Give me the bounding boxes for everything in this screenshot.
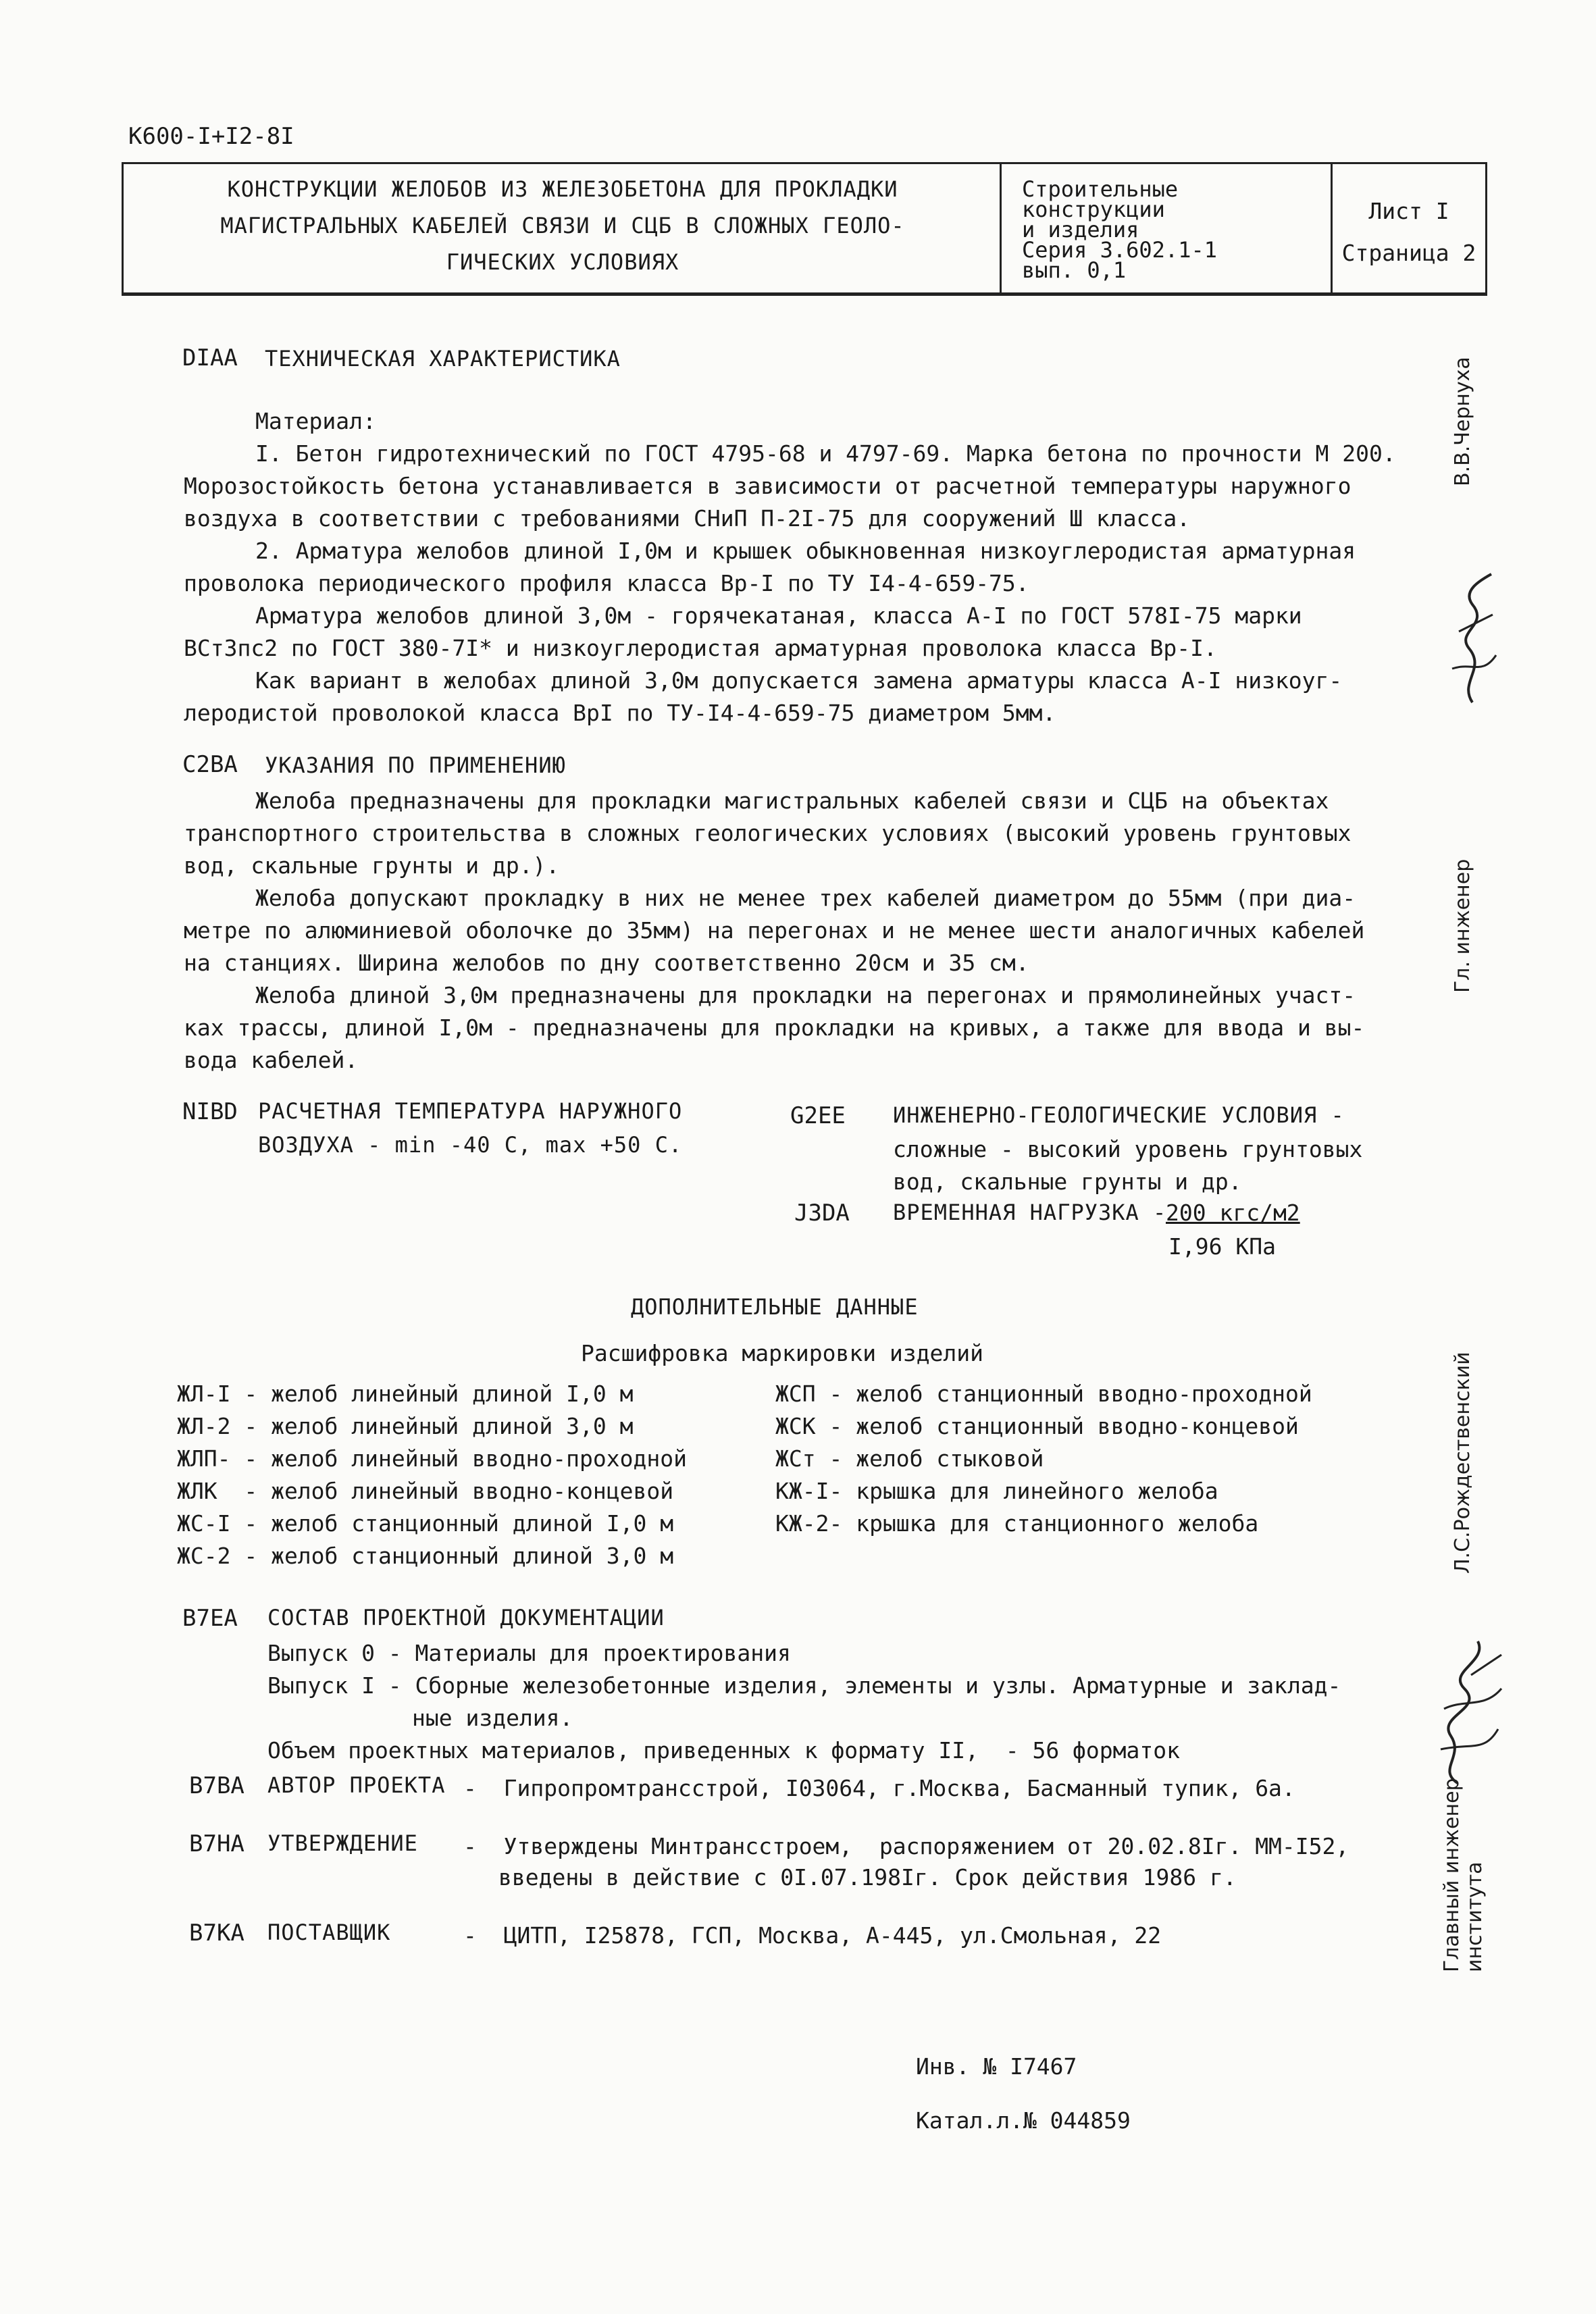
text-line: 2. Арматура желобов длиной I,0м и крышек обыкновенная низкоуглеродистая арматурная [255,538,1356,564]
section-code: NIBD [182,1098,238,1125]
header-table [122,162,1487,296]
marking-right-item: ЖСК - желоб станционный вводно-концевой [775,1413,1299,1439]
section-code: B7BA [189,1772,244,1799]
marking-left-item: ЖЛК - желоб линейный вводно-концевой [177,1478,674,1504]
text-line: леродистой проволокой класса ВрI по ТУ-I4-4-659-75 диаметром 5мм. [184,700,1056,726]
composition-line: Выпуск 0 - Материалы для проектирования [267,1640,791,1666]
text-line: Желоба предназначены для прокладки магистральных кабелей связи и СЦБ на объектах [255,788,1329,814]
sheet-number: Лист I [1368,198,1449,224]
document-code: К600-I+I2-8I [128,123,294,150]
section-heading: УКАЗАНИЯ ПО ПРИМЕНЕНИЮ [265,752,566,778]
text-line: Желоба длиной 3,0м предназначены для прокладки на перегонах и прямолинейных участ- [255,982,1356,1008]
text-line: Арматура желобов длиной 3,0м - горячекатаная, класса А-I по ГОСТ 578I-75 марки [255,602,1302,629]
margin-name-chernukha: В.В.Чернуха [1451,357,1474,486]
marking-right-item: КЖ-2- крышка для станционного желоба [775,1510,1259,1537]
text-line: Как вариант в желобах длиной 3,0м допускается замена арматуры класса А-I низкоуг- [255,667,1343,694]
margin-role-institute-engineer: института [1463,1861,1487,1972]
approval-text: введены в действие с 0I.07.198Iг. Срок действия 1986 г. [498,1864,1237,1891]
signature-1-icon [1432,567,1513,716]
temperature-heading: РАСЧЕТНАЯ ТЕМПЕРАТУРА НАРУЖНОГО [258,1098,683,1124]
geology-heading: ИНЖЕНЕРНО-ГЕОЛОГИЧЕСКИЕ УСЛОВИЯ - [893,1102,1345,1128]
marking-left-item: ЖС-2 - желоб станционный длиной 3,0 м [177,1543,674,1569]
text-line: вод, скальные грунты и др.). [184,852,560,879]
section-heading: ТЕХНИЧЕСКАЯ ХАРАКТЕРИСТИКА [265,346,621,371]
supplier-label: ПОСТАВЩИК [267,1920,391,1945]
inventory-number: Инв. № I7467 [916,2053,1077,2080]
composition-heading: СОСТАВ ПРОЕКТНОЙ ДОКУМЕНТАЦИИ [267,1605,665,1630]
margin-role-chief-engineer: Гл. инженер [1451,858,1474,993]
text-line: Желоба допускают прокладку в них не менее трех кабелей диаметром до 55мм (при диа- [255,885,1356,911]
composition-line: ные изделия. [412,1705,573,1731]
series-line: и изделия [1022,217,1139,242]
text-line: ках трассы, длиной I,0м - предназначены для прокладки на кривых, а также для ввода и вы- [184,1014,1365,1041]
composition-line: Объем проектных материалов, приведенных к формату II, - 56 форматок [267,1737,1181,1764]
section-code: J3DA [794,1200,850,1227]
series-line: конструкции [1022,197,1165,222]
header-title-cell [124,164,1002,292]
text-line: метре по алюминиевой оболочке до 35мм) на перегонах и не менее шести аналогичных кабелей [184,917,1365,944]
section-code: G2EE [790,1102,846,1129]
catalog-number: Катал.л.№ 044859 [916,2107,1131,2134]
marking-right-item: ЖСП - желоб станционный вводно-проходной [775,1381,1312,1407]
approval-text: - Утверждены Минтрансстроем, распоряжением от 20.02.8Iг. ММ-I52, [463,1833,1349,1859]
author-text: - Гипропромтрансстрой, I03064, г.Москва, Басманный тупик, 6а. [463,1775,1295,1801]
supplier-text: - ЦИТП, I25878, ГСП, Москва, А-445, ул.Смольная, 22 [463,1922,1162,1949]
header-series-cell [1002,164,1333,292]
load-value: 200 кгс/м2 [1166,1200,1300,1226]
author-label: АВТОР ПРОЕКТА [267,1772,446,1798]
header-sheet-cell [1333,164,1485,292]
section-code: B7EA [182,1605,238,1632]
signature-2-icon [1424,1635,1512,1790]
load-value-si: I,96 КПа [1168,1233,1276,1260]
text-line: вода кабелей. [184,1047,359,1073]
marking-left-item: ЖЛП- - желоб линейный вводно-проходной [177,1445,687,1472]
text-line: Материал: [255,408,376,434]
temperature-value: ВОЗДУХА - min -40 С, max +50 С. [258,1132,683,1158]
header-title-line: МАГИСТРАЛЬНЫХ КАБЕЛЕЙ СВЯЗИ И СЦБ В СЛОЖНЫХ ГЕОЛО- [220,213,905,238]
geology-text: вод, скальные грунты и др. [893,1168,1242,1195]
header-title-line: ГИЧЕСКИХ УСЛОВИЯХ [446,249,679,275]
series-line: Серия 3.602.1-1 [1022,237,1217,263]
geology-text: сложные - высокий уровень грунтовых [893,1136,1363,1162]
series-line: вып. 0,1 [1022,257,1127,283]
text-line: на станциях. Ширина желобов по дну соответственно 20см и 35 см. [184,950,1029,976]
text-line: ВСт3пс2 по ГОСТ 380-7I* и низкоуглеродистая арматурная проволока класса Вр-I. [184,635,1217,661]
marking-left-item: ЖС-I - желоб станционный длиной I,0 м [177,1510,674,1537]
section-code: DIAA [182,344,238,371]
text-line: Морозостойкость бетона устанавливается в зависимости от расчетной температуры наружного [184,473,1352,499]
section-code: B7HA [189,1830,244,1857]
marking-left-item: ЖЛ-2 - желоб линейный длиной 3,0 м [177,1413,634,1439]
page-number: Страница 2 [1341,240,1476,266]
additional-heading: ДОПОЛНИТЕЛЬНЫЕ ДАННЫЕ [631,1294,919,1320]
marking-right-item: КЖ-I- крышка для линейного желоба [775,1478,1218,1504]
header-title-line: КОНСТРУКЦИИ ЖЕЛОБОВ ИЗ ЖЕЛЕЗОБЕТОНА ДЛЯ ПРОКЛАДКИ [227,176,898,202]
series-line: Строительные [1022,176,1179,202]
section-code: C2BA [182,751,238,778]
text-line: транспортного строительства в сложных геологических условиях (высокий уровень грунтовых [184,820,1352,846]
text-line: I. Бетон гидротехнический по ГОСТ 4795-68 и 4797-69. Марка бетона по прочности М 200. [255,440,1396,467]
composition-line: Выпуск I - Сборные железобетонные изделия, элементы и узлы. Арматурные и заклад- [267,1672,1341,1699]
load-heading: ВРЕМЕННАЯ НАГРУЗКА - [893,1200,1167,1225]
marking-left-item: ЖЛ-I - желоб линейный длиной I,0 м [177,1381,634,1407]
marking-right-item: ЖСт - желоб стыковой [775,1445,1044,1472]
margin-role-institute-engineer: Главный инженер [1440,1778,1464,1972]
text-line: воздуха в соответствии с требованиями СНиП П-2I-75 для сооружений Ш класса. [184,505,1191,532]
section-code: B7KA [189,1920,244,1947]
text-line: проволока периодического профиля класса Вр-I по ТУ I4-4-659-75. [184,570,1029,596]
marking-subtitle: Расшифровка маркировки изделий [581,1340,984,1366]
margin-name-rozhdestvensky: Л.С.Рождественский [1451,1352,1474,1574]
approval-label: УТВЕРЖДЕНИЕ [267,1830,418,1856]
